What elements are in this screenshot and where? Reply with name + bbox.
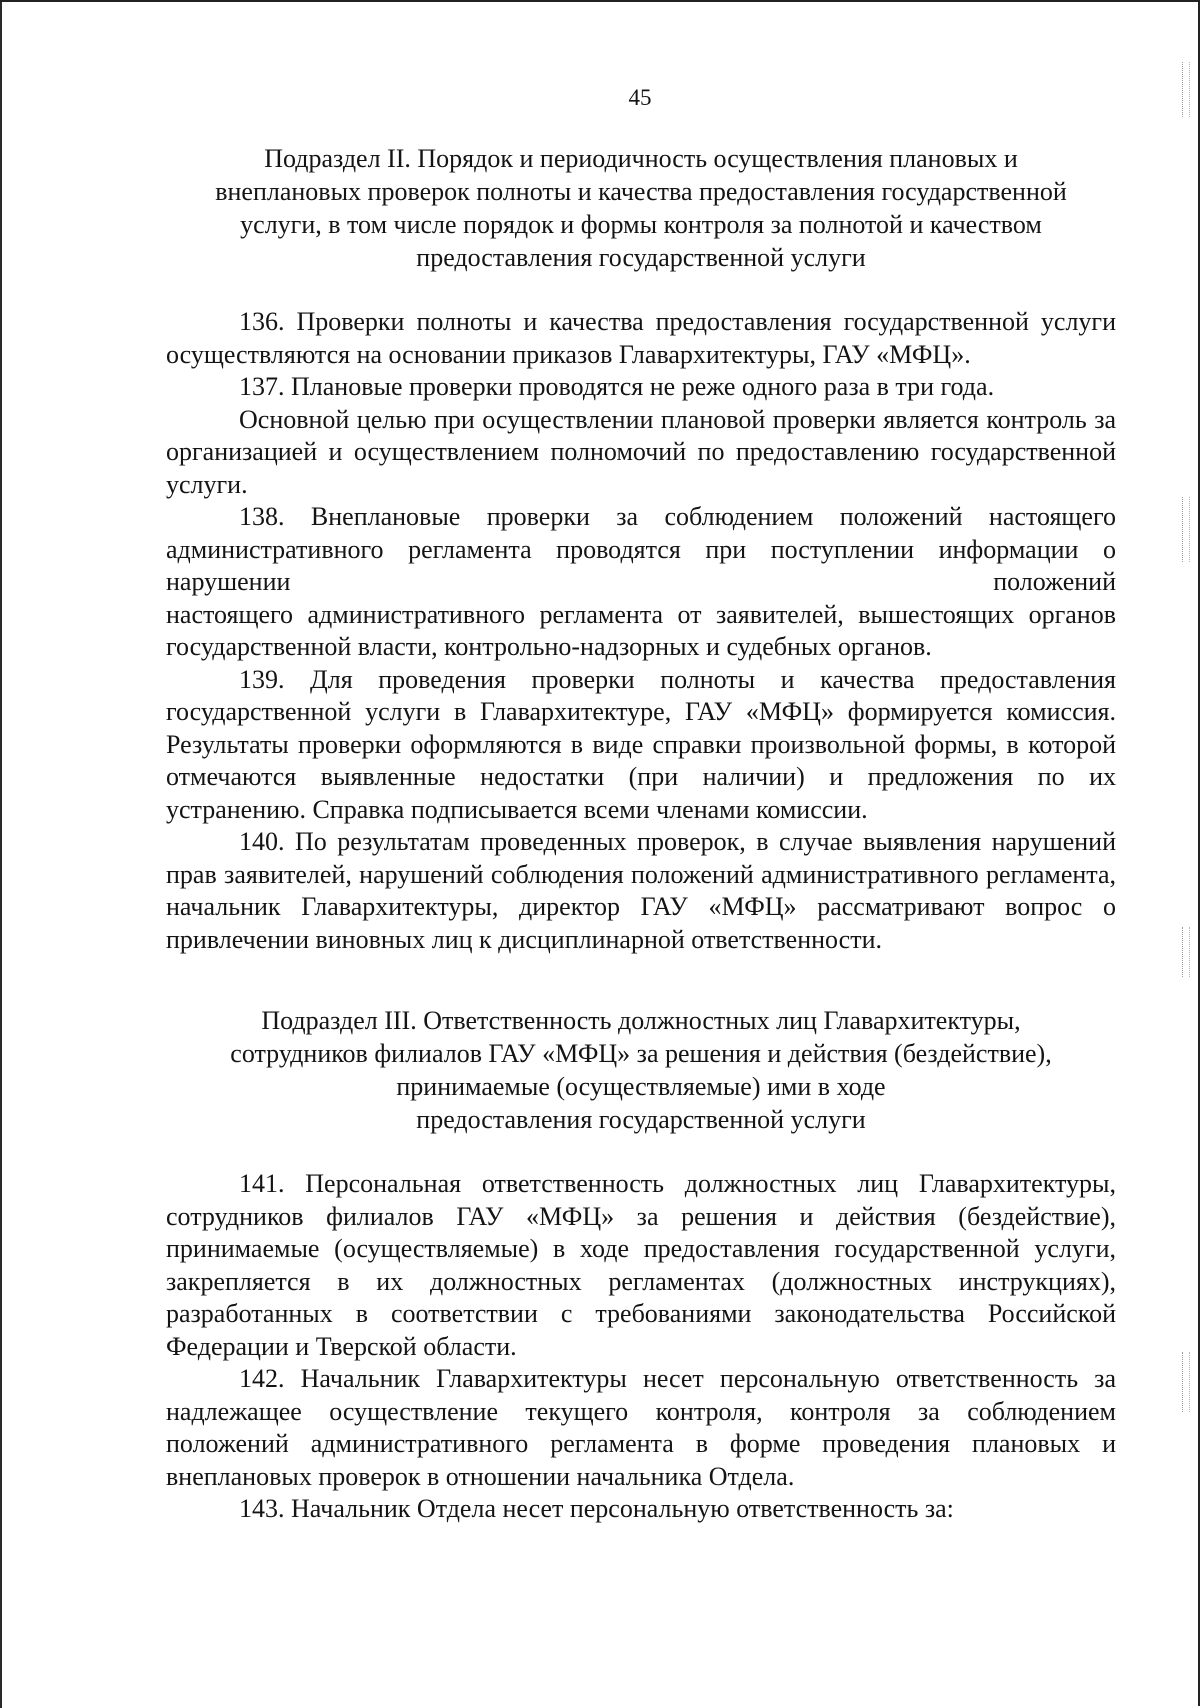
paragraph-138-part2: настоящего административного регламента от заявителей, вышестоящих органов государственной власти, контрольно-надзорных и судебных органов.	[166, 599, 1116, 661]
page-number: 45	[628, 85, 652, 110]
heading-line: внеплановых проверок полноты и качества предоставления государственной	[215, 177, 1067, 206]
paragraph-137: 137. Плановые проверки проводятся не реже одного раза в три года.	[239, 372, 995, 401]
paragraph-138-part1: 138. Внеплановые проверки за соблюдением положений настоящего административного регламента проводятся при поступлении информации о нарушении положений	[166, 502, 1116, 596]
section-heading-3	[166, 1004, 1116, 1136]
heading-line: услуги, в том числе порядок и формы контроля за полнотой и качеством	[240, 210, 1042, 239]
paragraph-142: 142. Начальник Главархитектуры несет персональную ответственность за надлежащее осуществление текущего контроля, контроля за соблюдением положений административного регламента в форме проведения плановых и внеплановых проверок в отношении начальника Отдела.	[166, 1364, 1116, 1491]
scan-mark	[1182, 62, 1190, 117]
paragraph-140: 140. По результатам проведенных проверок, в случае выявления нарушений прав заявителей, нарушений соблюдения положений административного регламента, начальник Главархитектуры, директор ГАУ «МФЦ» рассматривают вопрос о привлечении виновных лиц к дисциплинарной ответственности.	[166, 827, 1116, 954]
scan-mark	[1182, 927, 1190, 977]
scan-mark	[1182, 1352, 1190, 1412]
heading-line: принимаемые (осуществляемые) ими в ходе	[396, 1072, 886, 1101]
heading-line: предоставления государственной услуги	[416, 1105, 866, 1134]
heading-line: Подраздел II. Порядок и периодичность осуществления плановых и	[264, 144, 1018, 173]
paragraph-139: 139. Для проведения проверки полноты и качества предоставления государственной услуги в Главархитектуре, ГАУ «МФЦ» формируется комиссия. Результаты проверки оформляются в виде справки произвольной формы, в которой отмечаются выявленные недостатки (при наличии) и предложения по их устранению. Справка подписывается всеми членами комиссии.	[166, 664, 1116, 824]
heading-line: Подраздел III. Ответственность должностных лиц Главархитектуры,	[261, 1006, 1021, 1035]
paragraph-141: 141. Персональная ответственность должностных лиц Главархитектуры, сотрудников филиалов ГАУ «МФЦ» за решения и действия (бездействие), принимаемые (осуществляемые) в ходе предоставления государственной услуги, закрепляется в их должностных регламентах (должностных инструкциях), разработанных в соответствии с требованиями законодательства Российской Федерации и Тверской области.	[166, 1169, 1116, 1361]
heading-line: предоставления государственной услуги	[416, 243, 866, 272]
scan-mark	[1182, 497, 1190, 562]
document-body	[166, 142, 1116, 1526]
paragraph-137-purpose: Основной целью при осуществлении плановой проверки является контроль за организацией и осуществлением полномочий по предоставлению государственной услуги.	[166, 404, 1116, 499]
paragraph-136: 136. Проверки полноты и качества предоставления государственной услуги осуществляются на основании приказов Главархитектуры, ГАУ «МФЦ».	[166, 307, 1116, 369]
paragraph-143: 143. Начальник Отдела несет персональную ответственность за:	[239, 1494, 954, 1523]
heading-line: сотрудников филиалов ГАУ «МФЦ» за решения и действия (бездействие),	[230, 1039, 1052, 1068]
scan-edge	[0, 2, 2, 1708]
section-heading-2	[166, 142, 1116, 274]
